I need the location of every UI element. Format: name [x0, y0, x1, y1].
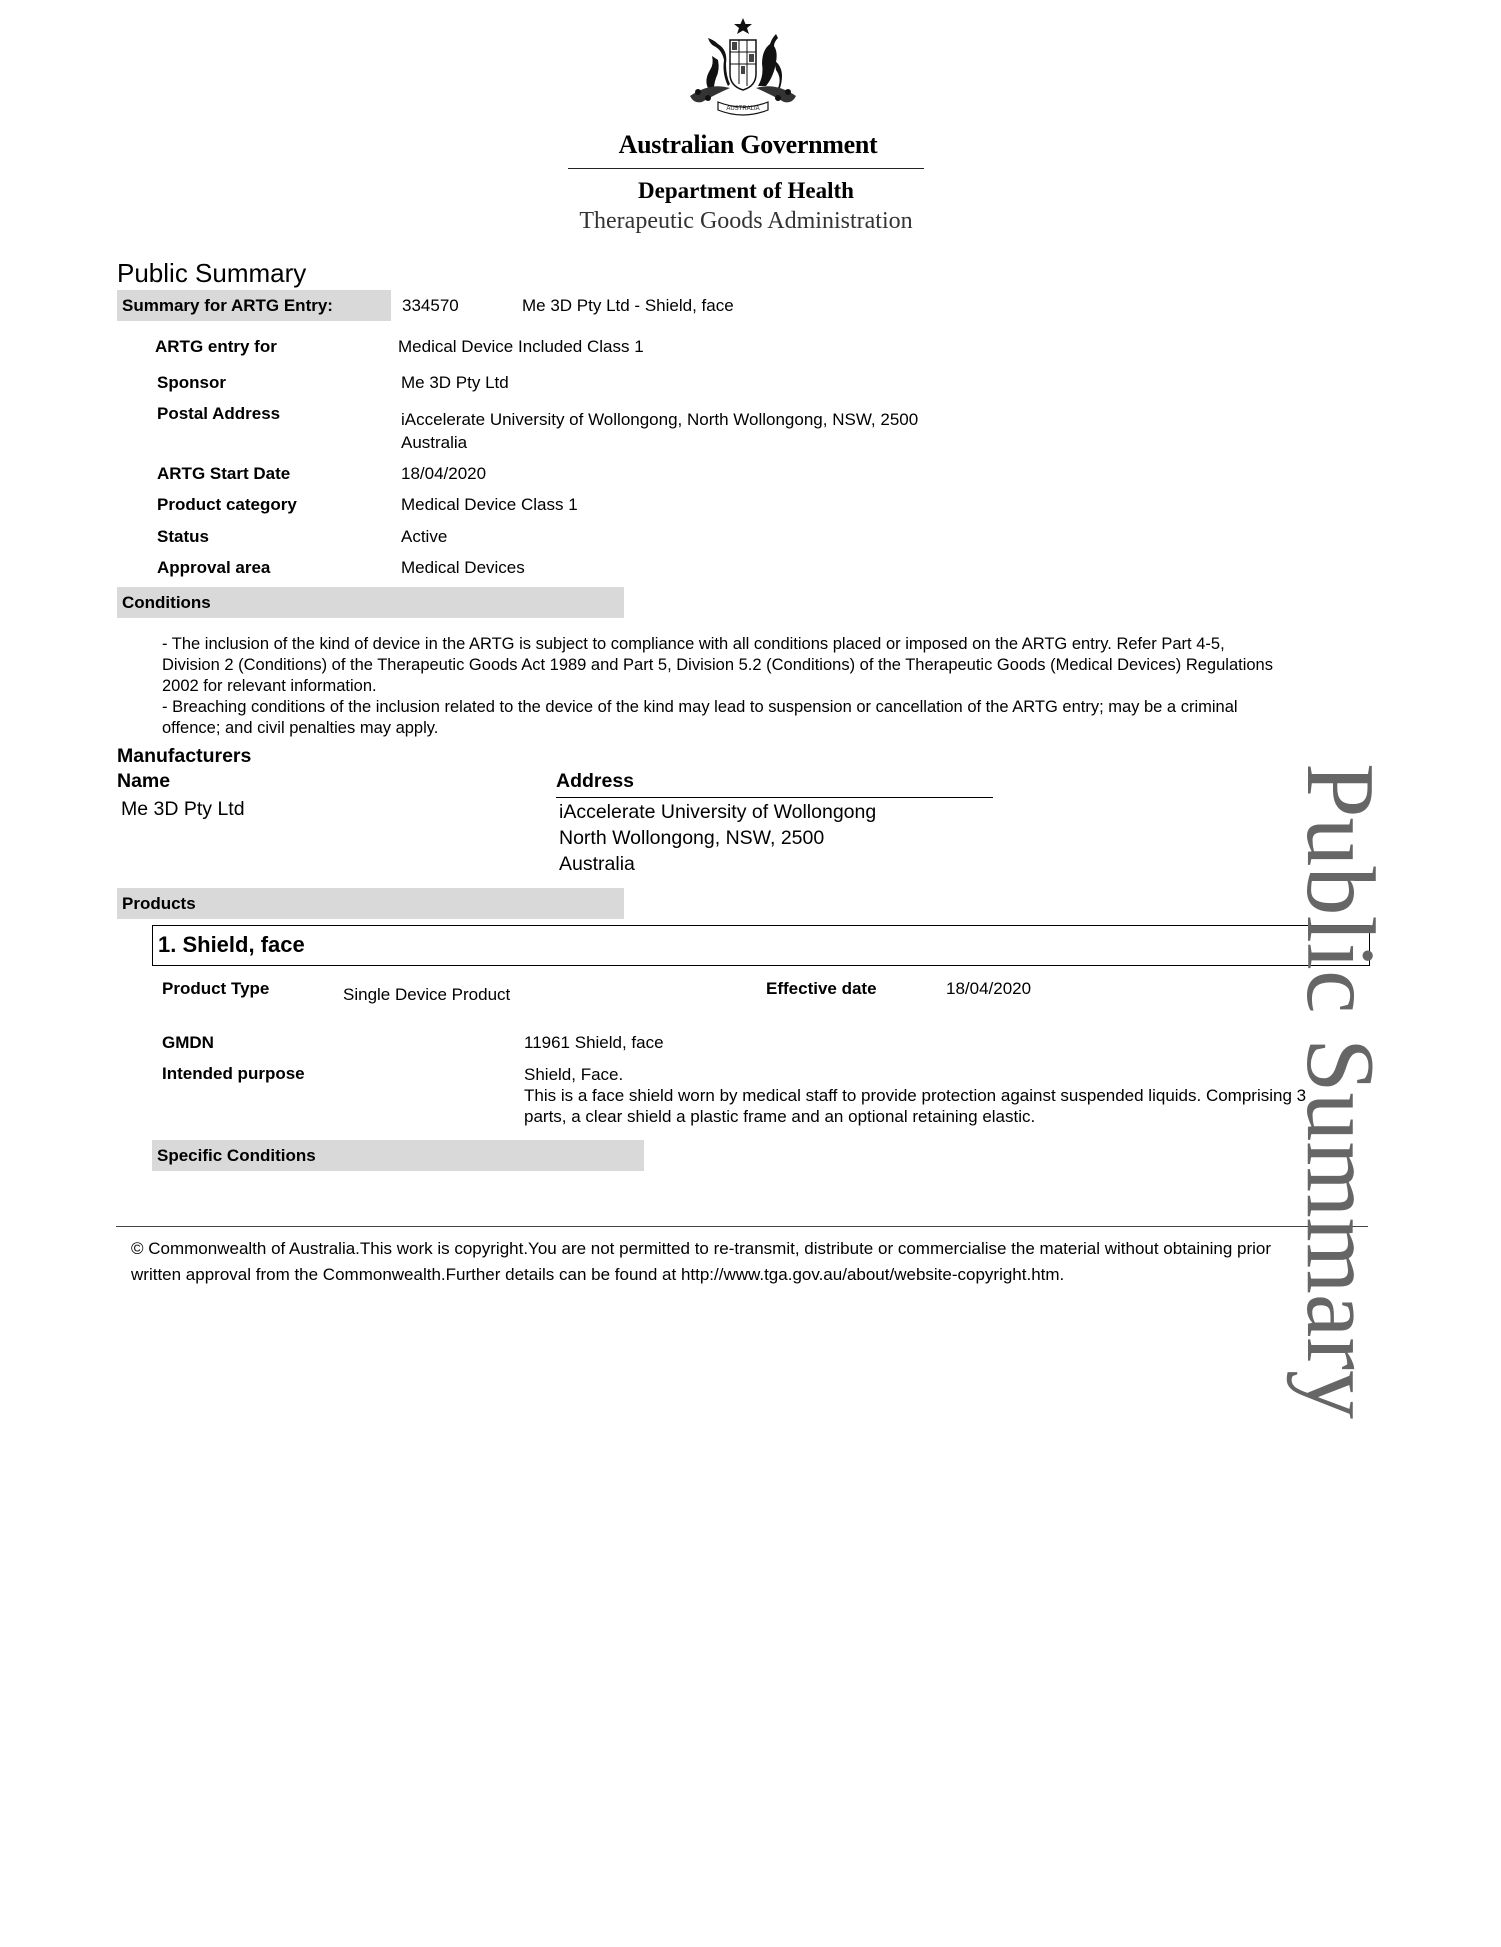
detail-value-postal-address-country: Australia: [401, 433, 468, 452]
intended-purpose-value: [524, 1064, 1404, 1127]
address-header-underline: [556, 797, 993, 798]
gmdn-label: GMDN: [162, 1033, 214, 1052]
product-type-label: Product Type: [162, 979, 270, 998]
detail-value-product-category: Medical Device Class 1: [401, 495, 578, 514]
detail-label-postal-address: Postal Address: [157, 404, 281, 423]
manufacturer-name: Me 3D Pty Ltd: [121, 798, 245, 820]
gmdn-value: 11961 Shield, face: [524, 1033, 664, 1052]
detail-label-status: Status: [157, 527, 209, 546]
header-divider: [568, 168, 924, 169]
conditions-line: 2002 for relevant information.: [162, 677, 377, 695]
detail-label-product-category: Product category: [157, 495, 297, 514]
manufacturer-name-header: Name: [117, 770, 171, 792]
entry-name: Me 3D Pty Ltd - Shield, face: [522, 296, 734, 315]
detail-value-start-date: 18/04/2020: [401, 464, 487, 483]
address-line: Australia: [559, 853, 635, 875]
product-title: 1. Shield, face: [152, 925, 1370, 966]
summary-label: Summary for ARTG Entry:: [117, 290, 391, 321]
conditions-line: Division 2 (Conditions) of the Therapeutic Goods Act 1989 and Part 5, Division 5.2 (Conditions) of the Therapeutic Goods (Medical Devices) Regulations: [162, 656, 1273, 674]
detail-value-sponsor: Me 3D Pty Ltd: [401, 373, 509, 392]
effective-date-label: Effective date: [766, 979, 877, 998]
conditions-text: [162, 634, 1392, 739]
footer-divider: [116, 1226, 1368, 1227]
agency-title: Therapeutic Goods Administration: [579, 208, 913, 234]
government-title: Australian Government: [618, 130, 878, 159]
commonwealth-coat-of-arms-logo: [668, 16, 818, 120]
detail-label-sponsor: Sponsor: [157, 373, 226, 392]
intended-purpose-line: Shield, Face.: [524, 1065, 624, 1084]
department-title: Department of Health: [638, 178, 854, 203]
conditions-heading: Conditions: [117, 587, 624, 618]
copyright-notice: [131, 1236, 1371, 1288]
svg-text:AUSTRALIA: AUSTRALIA: [726, 106, 760, 112]
entry-number: 334570: [402, 296, 459, 315]
manufacturers-heading: Manufacturers: [117, 745, 252, 767]
manufacturer-address: [559, 799, 876, 877]
public-summary-watermark: Public Summary: [1286, 763, 1394, 1420]
effective-date-value: 18/04/2020: [946, 979, 1032, 998]
copyright-line: written approval from the Commonwealth.Further details can be found at http://www.tga.gov.au/about/website-copyright.htm.: [131, 1265, 1065, 1284]
detail-value-postal-address: iAccelerate University of Wollongong, North Wollongong, NSW, 2500: [401, 410, 919, 429]
manufacturer-address-header: Address: [556, 770, 635, 792]
intended-purpose-line: parts, a clear shield a plastic frame and an optional retaining elastic.: [524, 1107, 1036, 1126]
detail-label-approval-area: Approval area: [157, 558, 271, 577]
conditions-line: - The inclusion of the kind of device in the ARTG is subject to compliance with all conditions placed or imposed on the ARTG entry. Refer Part 4-5,: [162, 635, 1225, 653]
detail-label-artg-entry-for: ARTG entry for: [155, 337, 277, 356]
intended-purpose-line: This is a face shield worn by medical staff to provide protection against suspended liquids. Comprising 3: [524, 1086, 1307, 1105]
detail-label-start-date: ARTG Start Date: [157, 464, 291, 483]
intended-purpose-label: Intended purpose: [162, 1064, 305, 1083]
detail-value-status: Active: [401, 527, 448, 546]
detail-value-artg-entry-for: Medical Device Included Class 1: [398, 337, 644, 356]
conditions-line: offence; and civil penalties may apply.: [162, 719, 439, 737]
specific-conditions-heading: Specific Conditions: [152, 1140, 644, 1171]
conditions-line: - Breaching conditions of the inclusion related to the device of the kind may lead to suspension or cancellation of the ARTG entry; may be a criminal: [162, 698, 1238, 716]
detail-value-approval-area: Medical Devices: [401, 558, 525, 577]
copyright-line: © Commonwealth of Australia.This work is copyright.You are not permitted to re-transmit, distribute or commercialise the material without obtaining prior: [131, 1239, 1272, 1258]
products-heading: Products: [117, 888, 624, 919]
product-type-value: Single Device Product: [343, 985, 511, 1004]
address-line: iAccelerate University of Wollongong: [559, 801, 877, 823]
address-line: North Wollongong, NSW, 2500: [559, 827, 825, 849]
page-title: Public Summary: [117, 258, 307, 288]
